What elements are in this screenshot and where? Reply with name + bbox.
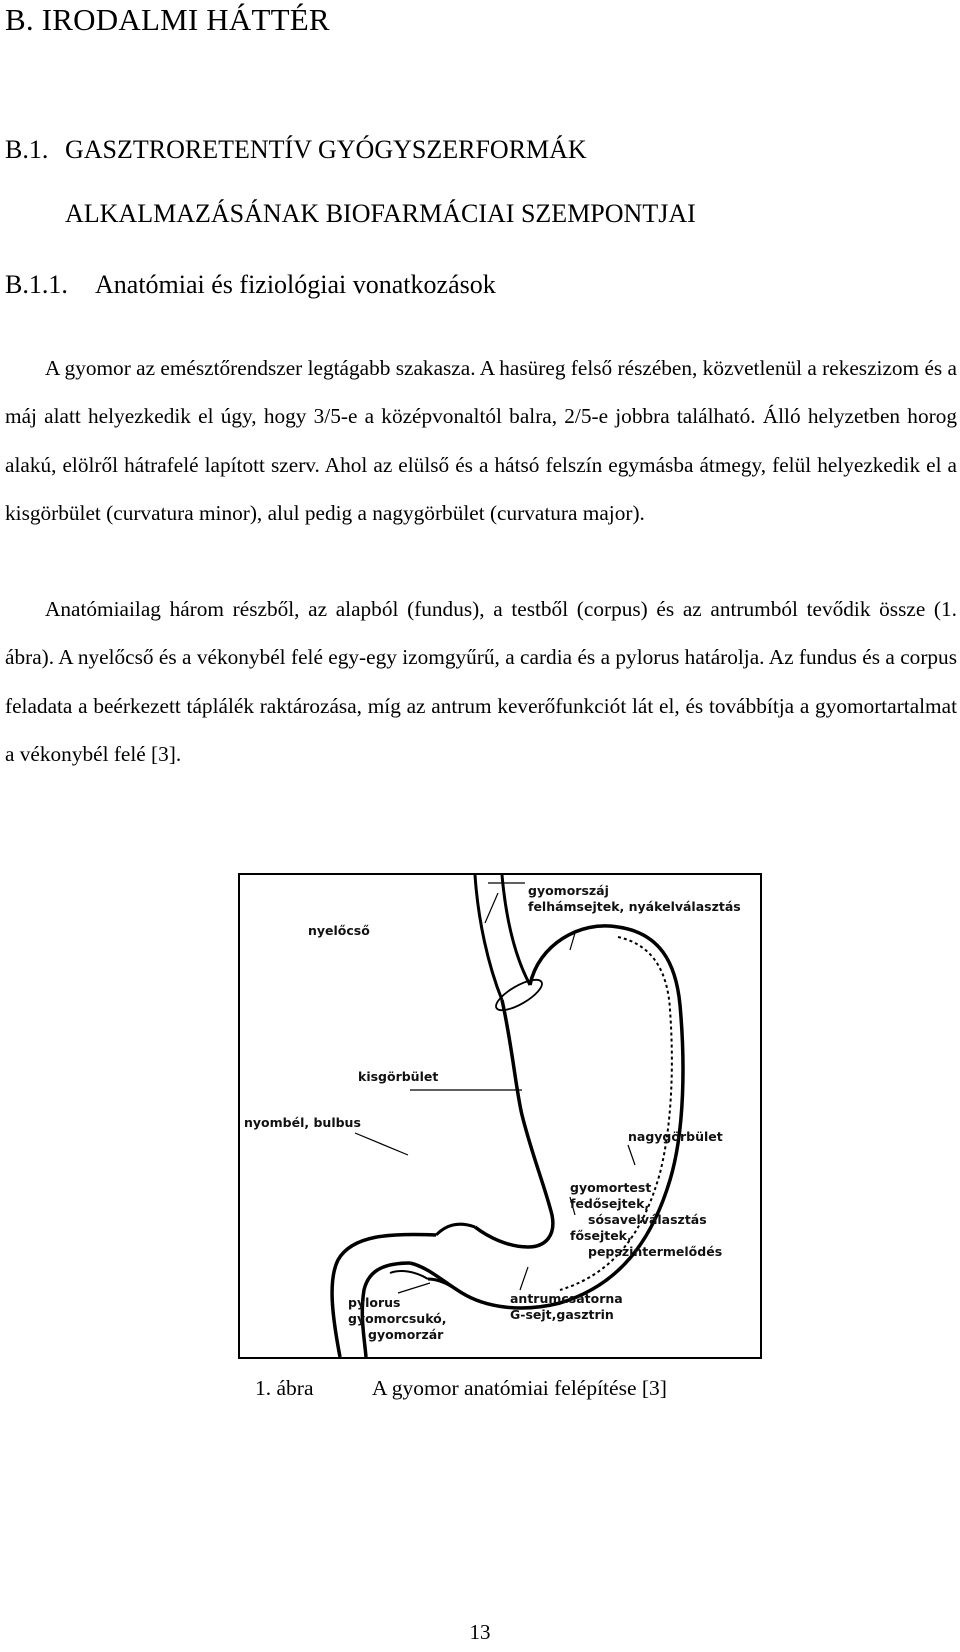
paragraph-1: A gyomor az emésztőrendszer legtágabb szakasza. A hasüreg felső részében, közvetlenül a rekeszizom és a máj alatt helyezkedik el úgy, hogy 3/5-e a középvonaltól balra, 2/5-e jobbra található. Álló helyzetben horog alakú, elölről hátrafelé lapított szerv. Ahol az elülső és a hátsó felszín egymásba átmegy, felül helyezkedik el a kisgörbület (curvatura minor), alul pedig a nagygörbület (curvatura major).	[5, 356, 957, 525]
label-gyomorzar: gyomorzár	[368, 1327, 444, 1342]
subsection-number: B.1.1.	[5, 270, 68, 299]
label-g-sejt: G-sejt,gasztrin	[510, 1307, 614, 1322]
label-nagygorbulet: nagygörbület	[628, 1129, 723, 1144]
figure-number: 1. ábra	[255, 1376, 314, 1400]
label-antrumcsatorna: antrumcsatorna	[510, 1291, 623, 1306]
section-title-line1: GASZTRORETENTÍV GYÓGYSZERFORMÁK	[65, 135, 587, 164]
paragraph-2: Anatómiailag három részből, az alapból (fundus), a testből (corpus) és az antrumból tevődik össze (1. ábra). A nyelőcső és a vékonybél felé egy-egy izomgyűrű, a cardia és a pylorus határolja. Az fundus és a corpus feladata a beérkezett táplálék raktározása, míg az antrum keverőfunkciót lát el, és továbbítja a gyomortartalmat a vékonybél felé [3].	[5, 597, 957, 766]
label-nyelocso: nyelőcső	[308, 923, 370, 938]
page-number: 13	[469, 1620, 491, 1644]
label-pylorus: pylorus	[348, 1295, 401, 1310]
label-sosavelvalasztas: sósavelválasztás	[588, 1212, 707, 1227]
figure-caption-text: A gyomor anatómiai felépítése [3]	[372, 1376, 667, 1400]
label-fosejtek: fősejtek,	[570, 1228, 632, 1243]
chapter-heading: B. IRODALMI HÁTTÉR	[5, 2, 330, 37]
label-fedosejtek: fedősejtek,	[570, 1196, 650, 1211]
stomach-diagram	[240, 875, 760, 1357]
label-kisgorbulet: kisgörbület	[358, 1069, 439, 1084]
subsection-title: Anatómiai és fiziológiai vonatkozások	[95, 270, 496, 299]
section-title-line2: ALKALMAZÁSÁNAK BIOFARMÁCIAI SZEMPONTJAI	[65, 199, 696, 228]
subsection-heading	[5, 270, 496, 300]
figure-caption	[255, 1376, 667, 1401]
label-nyombel: nyombél, bulbus	[244, 1115, 361, 1130]
stomach-anatomy-figure	[238, 873, 762, 1359]
label-gyomortest: gyomortest	[570, 1180, 652, 1195]
label-gyomorcsuko: gyomorcsukó,	[348, 1311, 447, 1326]
label-pepszintermelodes: pepszintermelődés	[588, 1244, 723, 1259]
label-felhamsejtek: felhámsejtek, nyákelválasztás	[528, 899, 741, 914]
label-gyomorszaj: gyomorszáj	[528, 883, 609, 898]
section-number: B.1.	[5, 135, 49, 164]
